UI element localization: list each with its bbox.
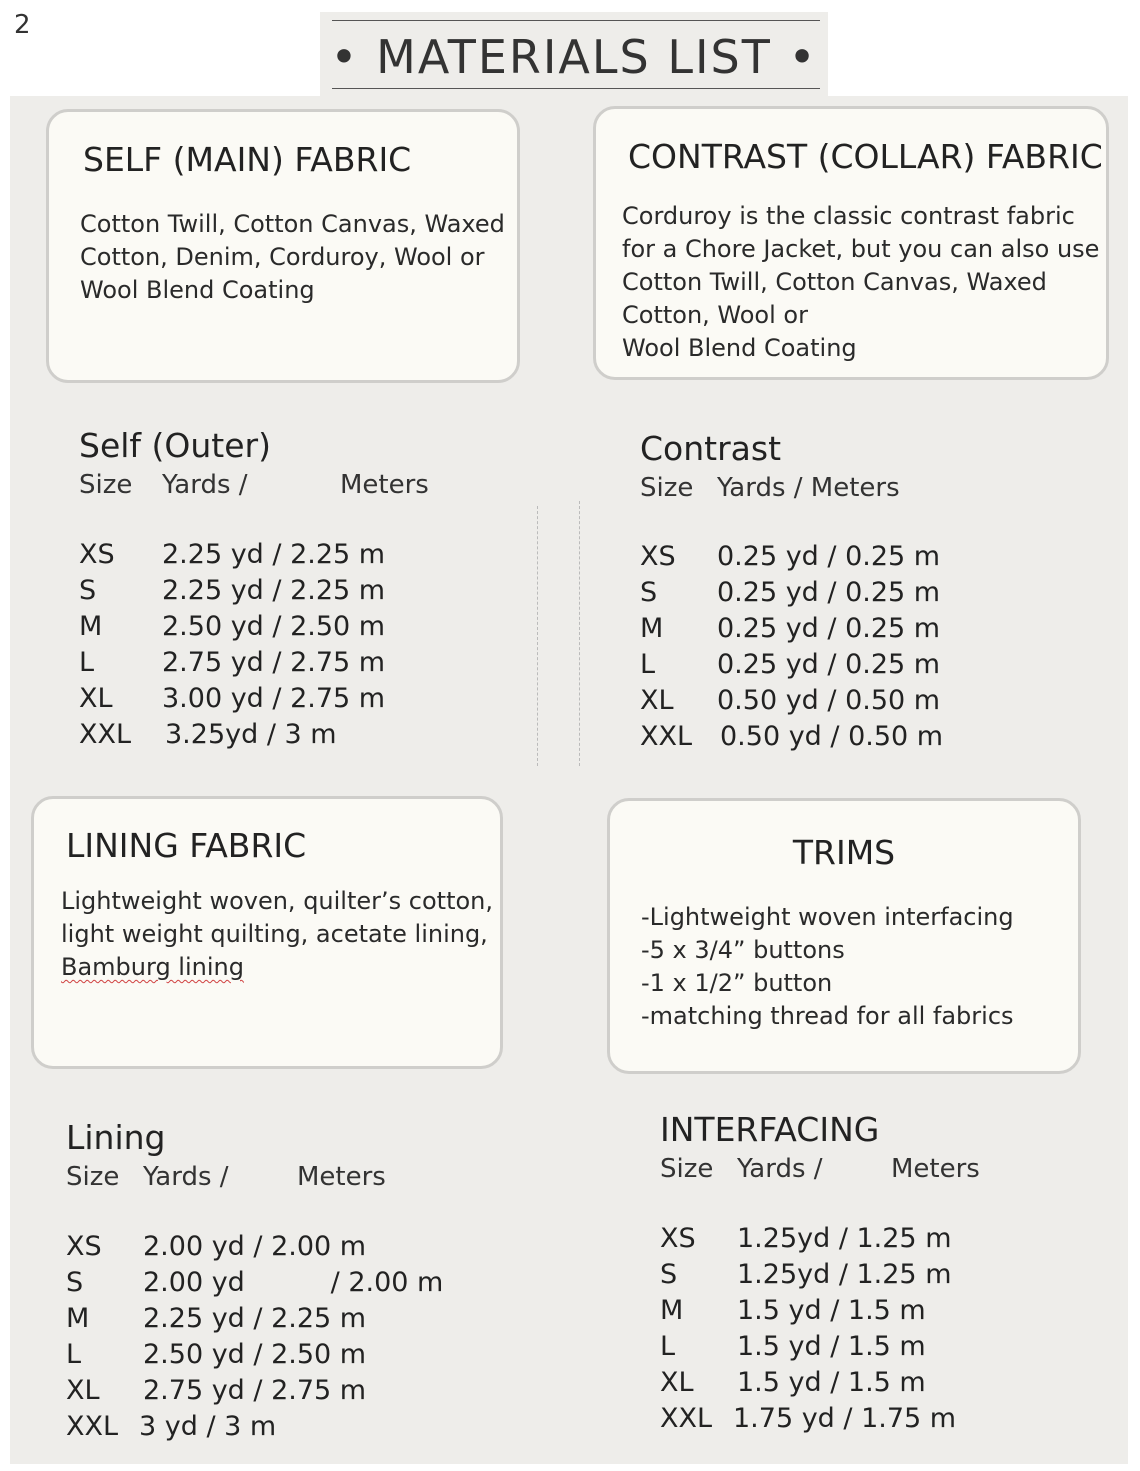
contrast-fabric-title: CONTRAST (COLLAR) FABRIC: [628, 137, 1103, 176]
size-cell: S: [79, 575, 97, 606]
amount-cell: 3.00 yd / 2.75 m: [162, 683, 386, 714]
amount-cell: 1.25yd / 1.25 m: [737, 1259, 952, 1290]
amount-cell: 2.50 yd / 2.50 m: [162, 611, 386, 642]
size-cell: XXL: [79, 719, 132, 750]
amount-cell: 0.25 yd / 0.25 m: [717, 541, 941, 572]
table-row: [66, 1267, 486, 1303]
yards-meters-header: Yards / Meters: [717, 473, 900, 503]
table-row: [660, 1331, 1100, 1367]
amount-cell: 1.25yd / 1.25 m: [737, 1223, 952, 1254]
page-title: • MATERIALS LIST •: [330, 30, 818, 84]
size-cell: L: [79, 647, 95, 678]
materials-sheet: [10, 96, 1128, 1464]
meters-header: Meters: [891, 1154, 980, 1184]
size-cell: L: [640, 649, 656, 680]
amount-cell: 2.50 yd / 2.50 m: [143, 1339, 367, 1370]
interfacing-title: INTERFACING: [660, 1110, 880, 1149]
self-fabric-description: [80, 208, 505, 307]
yards-header: Yards /: [143, 1162, 229, 1192]
table-row: [640, 577, 1060, 613]
table-row: [640, 721, 1060, 757]
description-line: for a Chore Jacket, but you can also use: [622, 235, 1100, 263]
trim-item: -Lightweight woven interfacing: [641, 903, 1014, 931]
size-cell: S: [640, 577, 658, 608]
size-header: Size: [660, 1154, 714, 1184]
size-cell: XS: [79, 539, 115, 570]
lining-fabric-description: [61, 885, 493, 984]
table-row: [66, 1303, 486, 1339]
lining-title: Lining: [66, 1118, 166, 1157]
description-line: Wool Blend Coating: [622, 334, 857, 362]
self-fabric-card: [46, 109, 520, 383]
amount-cell: 3.25yd / 3 m: [165, 719, 337, 750]
size-cell: XL: [79, 683, 113, 714]
size-cell: M: [79, 611, 103, 642]
table-row: [660, 1403, 1100, 1439]
trims-title: TRIMS: [792, 833, 896, 872]
header-rule-bottom: [332, 88, 820, 89]
amount-cell: 1.5 yd / 1.5 m: [737, 1367, 926, 1398]
size-header: Size: [79, 470, 133, 500]
meters-header: Meters: [297, 1162, 386, 1192]
table-row: [640, 613, 1060, 649]
table-row: [79, 575, 499, 611]
table-row: [79, 719, 499, 755]
column-divider: [579, 501, 580, 766]
description-line: Corduroy is the classic contrast fabric: [622, 202, 1075, 230]
amount-cell: 2.25 yd / 2.25 m: [162, 539, 386, 570]
yards-header: Yards /: [162, 470, 248, 500]
size-cell: M: [66, 1303, 90, 1334]
description-line: Wool Blend Coating: [80, 276, 315, 304]
amount-cell: 1.75 yd / 1.75 m: [733, 1403, 957, 1434]
table-row: [66, 1231, 486, 1267]
size-cell: M: [640, 613, 664, 644]
contrast-title: Contrast: [640, 429, 782, 468]
meters-header: Meters: [340, 470, 429, 500]
interfacing-header: [660, 1154, 1060, 1188]
lining-fabric-title: LINING FABRIC: [66, 826, 307, 865]
size-cell: XL: [66, 1375, 100, 1406]
description-line: Cotton Twill, Cotton Canvas, Waxed: [622, 268, 1047, 296]
table-row: [660, 1223, 1100, 1259]
contrast-fabric-description: [622, 200, 1099, 365]
self-fabric-title: SELF (MAIN) FABRIC: [83, 140, 412, 179]
column-divider: [537, 506, 538, 766]
table-row: [79, 611, 499, 647]
table-row: [79, 647, 499, 683]
size-cell: L: [66, 1339, 82, 1370]
size-cell: S: [660, 1259, 678, 1290]
size-cell: XXL: [66, 1411, 119, 1442]
size-cell: XL: [640, 685, 674, 716]
trims-list: [641, 901, 1014, 1033]
trim-item: -5 x 3/4” buttons: [641, 936, 845, 964]
description-line: Cotton, Denim, Corduroy, Wool or: [80, 243, 485, 271]
description-line: Cotton Twill, Cotton Canvas, Waxed: [80, 210, 505, 238]
table-row: [640, 649, 1060, 685]
description-line: Cotton, Wool or: [622, 301, 808, 329]
amount-cell: 2.25 yd / 2.25 m: [162, 575, 386, 606]
amount-cell: 2.75 yd / 2.75 m: [143, 1375, 367, 1406]
size-cell: M: [660, 1295, 684, 1326]
table-row: [66, 1411, 486, 1447]
table-row: [79, 683, 499, 719]
size-header: Size: [640, 473, 694, 503]
table-row: [660, 1295, 1100, 1331]
amount-cell: 2.75 yd / 2.75 m: [162, 647, 386, 678]
self-outer-rows: [79, 539, 499, 755]
size-cell: XS: [66, 1231, 102, 1262]
yards-header: Yards /: [737, 1154, 823, 1184]
size-cell: L: [660, 1331, 676, 1362]
size-header: Size: [66, 1162, 120, 1192]
lining-header: [66, 1162, 466, 1196]
table-row: [660, 1259, 1100, 1295]
contrast-fabric-card: [593, 106, 1109, 380]
table-row: [66, 1375, 486, 1411]
size-cell: XS: [640, 541, 676, 572]
lining-rows: [66, 1231, 486, 1447]
amount-cell: 0.25 yd / 0.25 m: [717, 577, 941, 608]
interfacing-rows: [660, 1223, 1100, 1439]
trims-card: [607, 798, 1081, 1074]
self-outer-title: Self (Outer): [79, 426, 271, 465]
amount-cell: 1.5 yd / 1.5 m: [737, 1295, 926, 1326]
size-cell: XXL: [640, 721, 693, 752]
amount-cell: 0.50 yd / 0.50 m: [720, 721, 944, 752]
table-row: [640, 685, 1060, 721]
amount-cell: 0.50 yd / 0.50 m: [717, 685, 941, 716]
amount-cell: 3 yd / 3 m: [139, 1411, 277, 1442]
size-cell: S: [66, 1267, 84, 1298]
contrast-header: [640, 473, 1040, 507]
table-row: [79, 539, 499, 575]
amount-cell: 2.00 yd / 2.00 m: [143, 1267, 444, 1298]
table-row: [640, 541, 1060, 577]
lining-fabric-card: [31, 796, 503, 1069]
self-outer-header: [79, 470, 479, 504]
size-cell: XL: [660, 1367, 694, 1398]
size-cell: XS: [660, 1223, 696, 1254]
amount-cell: 1.5 yd / 1.5 m: [737, 1331, 926, 1362]
table-row: [660, 1367, 1100, 1403]
amount-cell: 0.25 yd / 0.25 m: [717, 649, 941, 680]
amount-cell: 2.25 yd / 2.25 m: [143, 1303, 367, 1334]
header-banner: [320, 12, 828, 96]
contrast-rows: [640, 541, 1060, 757]
trim-item: -1 x 1/2” button: [641, 969, 833, 997]
amount-cell: 0.25 yd / 0.25 m: [717, 613, 941, 644]
page-number: 2: [14, 10, 31, 40]
header-rule-top: [332, 20, 820, 21]
description-line: Lightweight woven, quilter’s cotton,: [61, 887, 493, 915]
trim-item: -matching thread for all fabrics: [641, 1002, 1014, 1030]
description-line: Bamburg lining: [61, 953, 244, 981]
table-row: [66, 1339, 486, 1375]
description-line: light weight quilting, acetate lining,: [61, 920, 488, 948]
amount-cell: 2.00 yd / 2.00 m: [143, 1231, 367, 1262]
size-cell: XXL: [660, 1403, 713, 1434]
